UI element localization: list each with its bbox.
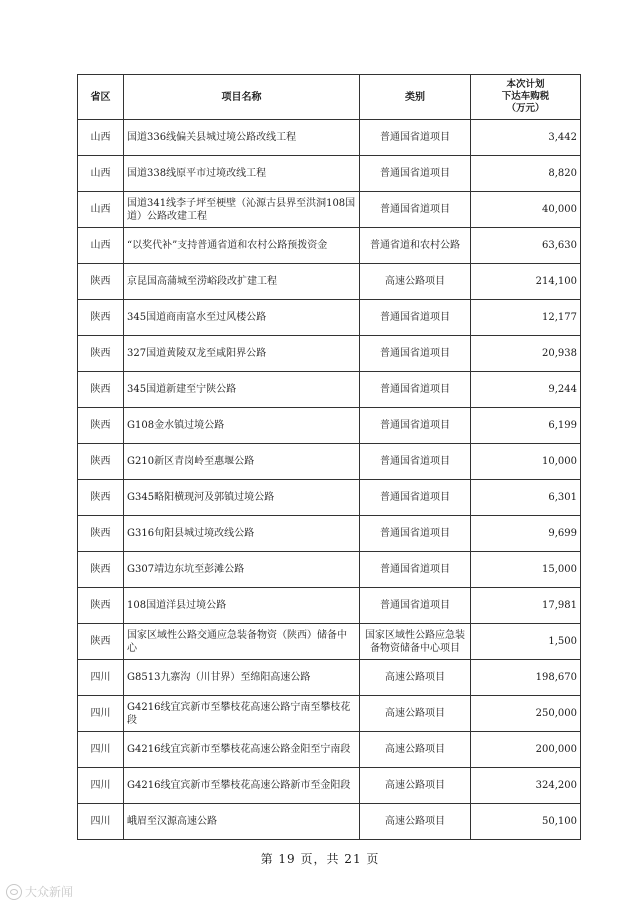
province-cell: 陕西: [78, 444, 124, 480]
table-row: [78, 660, 581, 696]
header-amount-line2: 下达车购税: [501, 91, 550, 102]
category-cell: 高速公路项目: [360, 768, 471, 804]
table-row: [78, 408, 581, 444]
project-name-cell: 345国道商南富水至过风楼公路: [124, 300, 360, 336]
project-name-cell: G307靖边东坑至彭滩公路: [124, 552, 360, 588]
amount-cell: 63,630: [471, 228, 581, 264]
category-cell: 高速公路项目: [360, 804, 471, 840]
table-row: [78, 300, 581, 336]
table-body: [78, 120, 581, 840]
province-cell: 陕西: [78, 264, 124, 300]
province-cell: 陕西: [78, 624, 124, 660]
amount-cell: 324,200: [471, 768, 581, 804]
watermark: [6, 883, 73, 900]
project-name-cell: G108金水镇过境公路: [124, 408, 360, 444]
amount-cell: 15,000: [471, 552, 581, 588]
project-name-cell: G4216线宜宾新市至攀枝花高速公路金阳至宁南段: [124, 732, 360, 768]
category-cell: 普通国省道项目: [360, 300, 471, 336]
province-cell: 山西: [78, 228, 124, 264]
project-name-cell: 京昆国高蒲城至涝峪段改扩建工程: [124, 264, 360, 300]
table-row: [78, 588, 581, 624]
header-amount-line1: 本次计划: [506, 79, 545, 90]
province-cell: 山西: [78, 192, 124, 228]
project-name-cell: 峨眉至汉源高速公路: [124, 804, 360, 840]
province-cell: 四川: [78, 660, 124, 696]
category-cell: 普通国省道项目: [360, 480, 471, 516]
project-name-cell: G4216线宜宾新市至攀枝花高速公路新市至金阳段: [124, 768, 360, 804]
project-name-cell: G345略阳横现河及郭镇过境公路: [124, 480, 360, 516]
category-cell: 普通国省道项目: [360, 192, 471, 228]
amount-cell: 8,820: [471, 156, 581, 192]
amount-cell: 214,100: [471, 264, 581, 300]
table-row: [78, 732, 581, 768]
amount-cell: 12,177: [471, 300, 581, 336]
project-name-cell: G316旬阳县城过境改线公路: [124, 516, 360, 552]
page-number: 第 19 页，共 21 页: [260, 852, 380, 866]
table-row: [78, 480, 581, 516]
header-project-name: 项目名称: [124, 75, 360, 120]
category-cell: 国家区域性公路应急装备物资储备中心项目: [360, 624, 471, 660]
watermark-text: 大众新闻: [25, 885, 74, 899]
project-name-cell: 国道336线偏关县城过境公路改线工程: [124, 120, 360, 156]
project-name-cell: G4216线宜宾新市至攀枝花高速公路宁南至攀枝花段: [124, 696, 360, 732]
province-cell: 陕西: [78, 552, 124, 588]
project-name-cell: 国道338线原平市过境改线工程: [124, 156, 360, 192]
table-row: [78, 804, 581, 840]
category-cell: 高速公路项目: [360, 264, 471, 300]
table-header-row: [78, 75, 581, 120]
province-cell: 陕西: [78, 516, 124, 552]
header-category: 类别: [360, 75, 471, 120]
header-amount: [471, 75, 581, 120]
project-name-cell: 国道341线李子坪至梗壁（沁源古县界至洪洞108国道）公路改建工程: [124, 192, 360, 228]
table-row: [78, 156, 581, 192]
watermark-logo-icon: [6, 884, 22, 900]
table-row: [78, 336, 581, 372]
project-name-cell: 345国道新建至宁陕公路: [124, 372, 360, 408]
project-name-cell: G8513九寨沟（川甘界）至绵阳高速公路: [124, 660, 360, 696]
category-cell: 普通国省道项目: [360, 552, 471, 588]
amount-cell: 198,670: [471, 660, 581, 696]
project-name-cell: “以奖代补”支持普通省道和农村公路预拨资金: [124, 228, 360, 264]
table-row: [78, 192, 581, 228]
project-name-cell: 国家区域性公路交通应急装备物资（陕西）储备中心: [124, 624, 360, 660]
amount-cell: 40,000: [471, 192, 581, 228]
category-cell: 普通国省道项目: [360, 408, 471, 444]
amount-cell: 200,000: [471, 732, 581, 768]
amount-cell: 17,981: [471, 588, 581, 624]
allocation-table: [77, 74, 581, 840]
amount-cell: 9,699: [471, 516, 581, 552]
table-row: [78, 696, 581, 732]
category-cell: 普通国省道项目: [360, 516, 471, 552]
amount-cell: 20,938: [471, 336, 581, 372]
category-cell: 普通国省道项目: [360, 588, 471, 624]
province-cell: 陕西: [78, 372, 124, 408]
province-cell: 四川: [78, 768, 124, 804]
province-cell: 四川: [78, 696, 124, 732]
province-cell: 四川: [78, 804, 124, 840]
province-cell: 山西: [78, 120, 124, 156]
category-cell: 普通国省道项目: [360, 120, 471, 156]
table-row: [78, 372, 581, 408]
category-cell: 普通国省道项目: [360, 444, 471, 480]
table-row: [78, 120, 581, 156]
category-cell: 高速公路项目: [360, 696, 471, 732]
category-cell: 普通国省道项目: [360, 336, 471, 372]
project-name-cell: G210新区青岗岭至惠堰公路: [124, 444, 360, 480]
amount-cell: 10,000: [471, 444, 581, 480]
table-row: [78, 444, 581, 480]
table-row: [78, 552, 581, 588]
province-cell: 陕西: [78, 588, 124, 624]
category-cell: 高速公路项目: [360, 660, 471, 696]
province-cell: 陕西: [78, 480, 124, 516]
province-cell: 山西: [78, 156, 124, 192]
header-amount-line3: （万元）: [506, 103, 545, 114]
province-cell: 四川: [78, 732, 124, 768]
category-cell: 普通国省道项目: [360, 156, 471, 192]
province-cell: 陕西: [78, 408, 124, 444]
amount-cell: 50,100: [471, 804, 581, 840]
amount-cell: 6,199: [471, 408, 581, 444]
amount-cell: 1,500: [471, 624, 581, 660]
amount-cell: 3,442: [471, 120, 581, 156]
province-cell: 陕西: [78, 300, 124, 336]
province-cell: 陕西: [78, 336, 124, 372]
table-row: [78, 624, 581, 660]
category-cell: 高速公路项目: [360, 732, 471, 768]
project-name-cell: 108国道洋县过境公路: [124, 588, 360, 624]
table-row: [78, 768, 581, 804]
amount-cell: 9,244: [471, 372, 581, 408]
category-cell: 普通国省道项目: [360, 372, 471, 408]
project-name-cell: 327国道黄陵双龙至咸阳界公路: [124, 336, 360, 372]
table-row: [78, 516, 581, 552]
table-row: [78, 264, 581, 300]
header-province: 省区: [78, 75, 124, 120]
table-row: [78, 228, 581, 264]
amount-cell: 250,000: [471, 696, 581, 732]
amount-cell: 6,301: [471, 480, 581, 516]
category-cell: 普通省道和农村公路: [360, 228, 471, 264]
